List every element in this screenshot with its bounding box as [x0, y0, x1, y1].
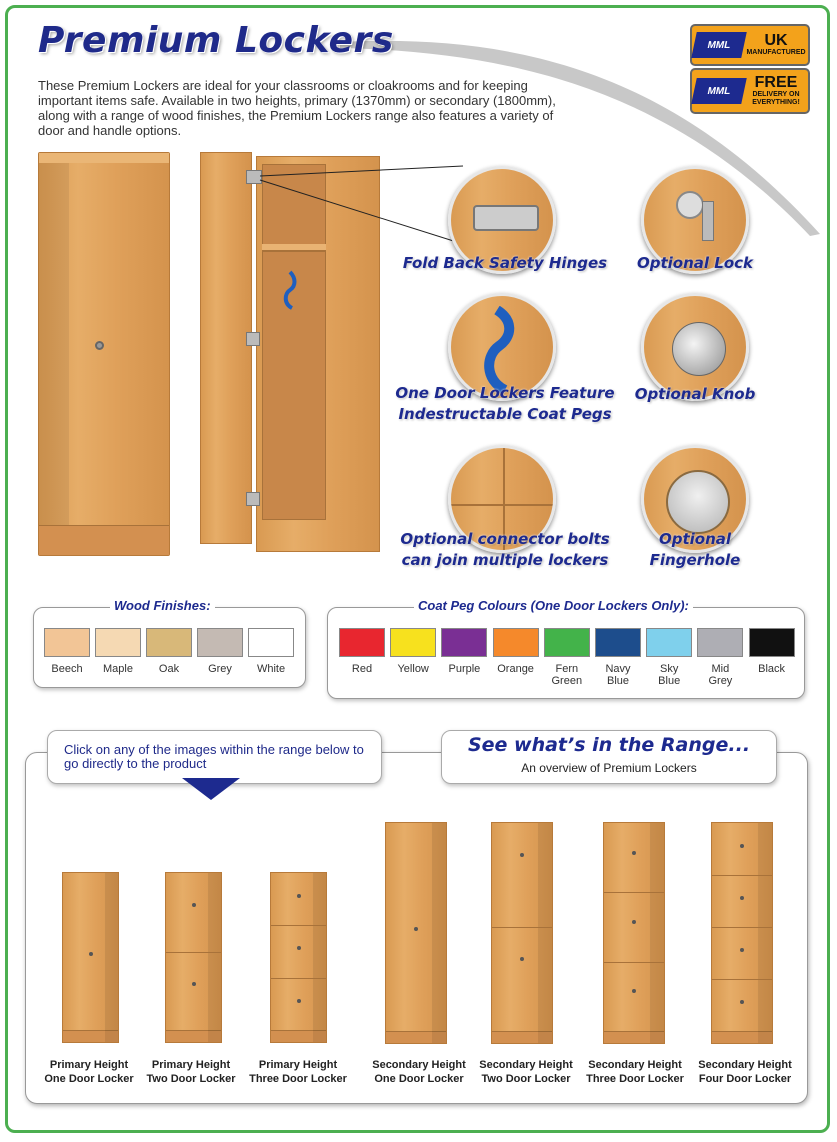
product-label-line2: One Door Locker	[44, 1073, 134, 1085]
product-label-line2: Three Door Locker	[249, 1073, 347, 1085]
keyhole-icon	[740, 896, 744, 900]
locker-side	[208, 873, 221, 1042]
door-divider	[604, 962, 664, 963]
door-divider	[166, 952, 221, 953]
keyhole-icon	[740, 948, 744, 952]
hinges-label: Fold Back Safety Hinges	[402, 254, 608, 272]
peg-swatch-navy-blue	[595, 628, 641, 657]
intro-text: These Premium Lockers are ideal for your classrooms or cloakrooms and for keeping important items safe. Available in two heights, primary (1370mm) or secondary (1800mm), along with a range of wood finishes, the Premium Lockers range also features a variety of door and handle options.	[38, 78, 556, 138]
see-range-subtitle: An overview of Premium Lockers	[521, 761, 697, 775]
connector-bolts-label-line2: can join multiple lockers	[401, 551, 609, 569]
fingerhole-label	[620, 529, 770, 571]
peg-swatch-label-line1: Mid	[711, 663, 730, 675]
peg-swatch-label: Yellow	[397, 663, 429, 675]
peg-swatch-purple	[441, 628, 487, 657]
page-title: Premium Lockers	[38, 20, 394, 61]
door-divider	[712, 875, 772, 876]
door-divider	[271, 978, 326, 979]
coat-pegs-label	[392, 383, 618, 425]
product-locker-image[interactable]	[603, 822, 665, 1044]
keyhole-icon	[520, 853, 524, 857]
locker-side	[313, 873, 326, 1042]
product-label[interactable]	[34, 1058, 144, 1086]
fingerhole-label-line1: Optional	[658, 530, 732, 548]
product-locker-image[interactable]	[270, 872, 327, 1043]
peg-swatch-label: Red	[351, 663, 373, 675]
wood-swatch-maple	[95, 628, 141, 657]
door-divider	[492, 927, 552, 928]
see-range-title: See what’s in the Range...	[467, 734, 751, 756]
keyhole-icon	[414, 927, 418, 931]
mml-logo: MML	[691, 32, 747, 58]
range-callout: Click on any of the images within the range below to go directly to the product	[47, 730, 382, 784]
product-label[interactable]	[136, 1058, 246, 1086]
product-label-line1: Primary Height	[151, 1059, 231, 1071]
product-label[interactable]	[471, 1058, 581, 1086]
locker-side	[758, 823, 772, 1043]
product-locker-image[interactable]	[711, 822, 773, 1044]
product-label-line2: Two Door Locker	[481, 1073, 571, 1085]
product-label-line1: Secondary Height	[372, 1059, 466, 1071]
coat-pegs-label-line2: Indestructable Coat Pegs	[398, 405, 612, 423]
peg-swatch-orange	[493, 628, 539, 657]
keyhole-icon	[297, 946, 301, 950]
product-label-line1: Secondary Height	[479, 1059, 573, 1071]
wood-swatch-label: Grey	[208, 663, 232, 675]
arrow-down-icon	[182, 778, 240, 800]
wood-swatch-label: Oak	[158, 663, 180, 675]
blue-coat-peg-icon	[280, 270, 300, 310]
product-label-line1: Secondary Height	[588, 1059, 682, 1071]
product-label-line1: Secondary Height	[698, 1059, 792, 1071]
peg-swatch-sky-blue	[646, 628, 692, 657]
badge-free-text: FREE	[754, 74, 798, 91]
keyhole-icon	[740, 1000, 744, 1004]
wood-swatch-white	[248, 628, 294, 657]
fingerhole-label-line2: Fingerhole	[649, 551, 741, 569]
free-delivery-badge	[690, 68, 810, 114]
wood-swatch-label: Beech	[51, 663, 83, 675]
coat-pegs-label-line1: One Door Lockers Feature	[395, 384, 615, 402]
peg-colours-title: Coat Peg Colours (One Door Lockers Only):	[414, 598, 693, 613]
peg-swatch-label: Purple	[448, 663, 481, 675]
connector-bolts-label-line1: Optional connector bolts	[400, 530, 610, 548]
uk-manufactured-badge	[690, 24, 810, 66]
door-divider	[604, 892, 664, 893]
product-label[interactable]	[580, 1058, 690, 1086]
peg-swatch-mid-grey	[697, 628, 743, 657]
badge-manufactured-text: MANUFACTURED	[746, 49, 806, 56]
keyhole-icon	[192, 982, 196, 986]
locker-side	[432, 823, 446, 1043]
wood-swatch-beech	[44, 628, 90, 657]
peg-swatch-label-line1: Navy	[605, 663, 631, 675]
keyhole-icon	[632, 920, 636, 924]
locker-side	[105, 873, 118, 1042]
peg-swatch-label-line2: Blue	[606, 675, 630, 687]
product-locker-image[interactable]	[62, 872, 119, 1043]
knob-label: Optional Knob	[634, 385, 756, 403]
product-label[interactable]	[364, 1058, 474, 1086]
keyhole-icon	[740, 844, 744, 848]
peg-swatch-black	[749, 628, 795, 657]
connector-bolts-label	[392, 529, 618, 571]
wood-swatch-label: Maple	[103, 663, 133, 675]
product-label-line2: Two Door Locker	[146, 1073, 236, 1085]
wood-swatch-grey	[197, 628, 243, 657]
mml-logo: MML	[691, 78, 747, 104]
keyhole-icon	[632, 989, 636, 993]
keyhole-icon	[89, 952, 93, 956]
product-label[interactable]	[243, 1058, 353, 1086]
badge-delivery-text: DELIVERY ON EVERYTHING!	[752, 91, 800, 106]
peg-colours-panel	[327, 598, 805, 699]
locker-side	[650, 823, 664, 1043]
product-label-line2: Three Door Locker	[586, 1073, 684, 1085]
closed-locker-image[interactable]	[38, 152, 170, 556]
badge-uk-text: UK	[764, 32, 788, 49]
keyhole-icon	[297, 894, 301, 898]
wood-swatch-label: White	[256, 663, 286, 675]
peg-swatch-label-line2: Grey	[708, 675, 733, 687]
peg-swatch-yellow	[390, 628, 436, 657]
keyhole-icon	[192, 903, 196, 907]
door-divider	[712, 979, 772, 980]
product-label-line1: Primary Height	[49, 1059, 129, 1071]
callout-lines	[258, 164, 468, 248]
wood-finishes-title: Wood Finishes:	[110, 598, 215, 613]
keyhole-icon	[520, 957, 524, 961]
product-label-line1: Primary Height	[258, 1059, 338, 1071]
keyhole-icon	[297, 999, 301, 1003]
peg-swatch-label-line2: Green	[551, 675, 583, 687]
peg-swatch-label-line2: Blue	[658, 675, 681, 687]
peg-swatch-fern-green	[544, 628, 590, 657]
wood-finishes-panel	[33, 598, 306, 688]
see-range-box	[441, 730, 777, 784]
product-locker-image[interactable]	[165, 872, 222, 1043]
peg-swatch-label-line1: Fern	[555, 663, 579, 675]
door-divider	[712, 927, 772, 928]
wood-swatch-oak	[146, 628, 192, 657]
lock-label: Optional Lock	[636, 254, 753, 272]
peg-swatch-label: Orange	[497, 663, 534, 675]
locker-side	[538, 823, 552, 1043]
product-locker-image[interactable]	[385, 822, 447, 1044]
peg-swatch-red	[339, 628, 385, 657]
peg-swatch-label-line1: Sky	[660, 663, 679, 675]
product-label-line2: Four Door Locker	[698, 1073, 792, 1085]
keyhole-icon	[632, 851, 636, 855]
peg-swatch-label: Black	[758, 663, 786, 675]
product-label[interactable]	[690, 1058, 800, 1086]
product-label-line2: One Door Locker	[374, 1073, 464, 1085]
door-divider	[271, 925, 326, 926]
product-locker-image[interactable]	[491, 822, 553, 1044]
